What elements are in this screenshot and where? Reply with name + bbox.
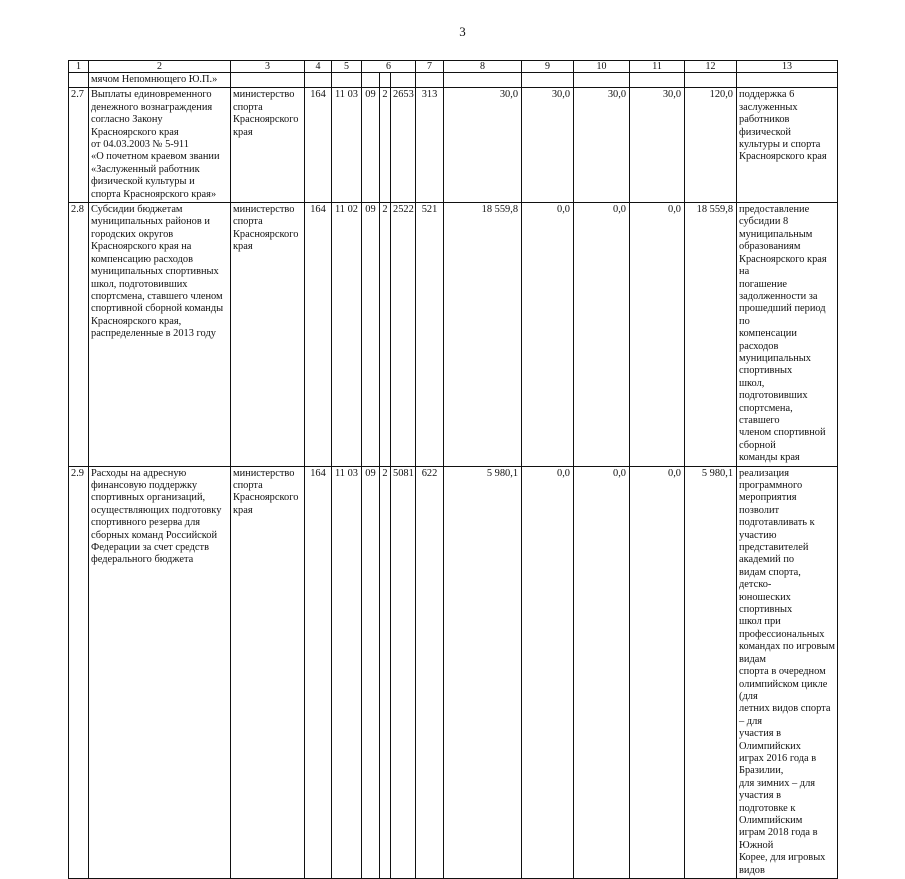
cell-c6b: 2: [380, 203, 391, 467]
measure-name: Субсидии бюджетам муниципальных районов и городских округов Красноярского края на компенсацию расходов муниципальных спортивных школ, подготовивших спортсмена, ставшего членом спортивной сборной команды Красноярского края, распределенные в 2013 году: [89, 203, 231, 467]
cell-c6c: 5081: [391, 466, 416, 878]
cell-c4: 164: [305, 88, 332, 203]
cell-c12: 120,0: [685, 88, 737, 203]
header-cell: 1: [69, 61, 89, 73]
row-number: 2.7: [69, 88, 89, 203]
cell-c4: 164: [305, 466, 332, 878]
cell-c5: 11 02: [332, 203, 362, 467]
cell-c5: 11 03: [332, 466, 362, 878]
cell-c10: 30,0: [574, 88, 630, 203]
continuation-row: [69, 73, 838, 88]
cell-c10: 0,0: [574, 203, 630, 467]
cell-c12: 5 980,1: [685, 466, 737, 878]
header-cell: 9: [522, 61, 574, 73]
header-cell: 2: [89, 61, 231, 73]
cell-c6a: 09: [362, 203, 380, 467]
cell-c8: 18 559,8: [444, 203, 522, 467]
cell-c12: 18 559,8: [685, 203, 737, 467]
cell-c6b: 2: [380, 88, 391, 203]
page-number: 3: [459, 24, 466, 39]
organization: министерство спорта Красноярского края: [231, 88, 305, 203]
measure-name: Выплаты единовременного денежного вознаграждения согласно Закону Красноярского края от 04.03.2003 № 5-911 «О почетном краевом звании «Заслуженный работник физической культуры и спорта Красноярского края»: [89, 88, 231, 203]
cell-c9: 0,0: [522, 466, 574, 878]
header-cell: 11: [630, 61, 685, 73]
cell-c6c: 2653: [391, 88, 416, 203]
header-cell: 5: [332, 61, 362, 73]
expected-result: предоставление субсидии 8 муниципальным образованиям Красноярского края на погашение задолженности за прошедший период по компенсации расходов муниципальных спортивных школ, подготовивших спортсмена, ставшего членом спортивной сборной команды края: [737, 203, 838, 467]
table-row: [69, 203, 838, 467]
cell-c8: 5 980,1: [444, 466, 522, 878]
cell-c10: 0,0: [574, 466, 630, 878]
expected-result: реализация программного мероприятия позволит подготавливать к участию представителей академий по видам спорта, детско- юношеских спортивных школ при профессиональных командах по игровым видам спорта в очередном олимпийском цикле (для летних видов спорта – для участия в Олимпийских играх 2016 года в Бразилии, для зимних – для участия в подготовке к Олимпийским играм 2018 года в Южной Корее, для игровых видов: [737, 466, 838, 878]
row-number: 2.9: [69, 466, 89, 878]
organization: министерство спорта Красноярского края: [231, 466, 305, 878]
expected-result: поддержка 6 заслуженных работников физической культуры и спорта Красноярского края: [737, 88, 838, 203]
table-row: [69, 88, 838, 203]
header-cell: 6: [362, 61, 416, 73]
cell-c7: 622: [416, 466, 444, 878]
cell-c6b: 2: [380, 466, 391, 878]
cell-c11: 0,0: [630, 203, 685, 467]
continuation-text: мячом Непомнющего Ю.П.»: [89, 73, 231, 88]
header-cell: 3: [231, 61, 305, 73]
row-number: 2.8: [69, 203, 89, 467]
cell-c11: 0,0: [630, 466, 685, 878]
cell-c6c: 2522: [391, 203, 416, 467]
header-cell: 10: [574, 61, 630, 73]
cell-c7: 521: [416, 203, 444, 467]
table-row: [69, 466, 838, 878]
cell-c5: 11 03: [332, 88, 362, 203]
header-cell: 8: [444, 61, 522, 73]
organization: министерство спорта Красноярского края: [231, 203, 305, 467]
cell-c7: 313: [416, 88, 444, 203]
header-cell: 7: [416, 61, 444, 73]
measure-name: Расходы на адресную финансовую поддержку спортивных организаций, осуществляющих подготовку спортивного резерва для сборных команд Российской Федерации за счет средств федерального бюджета: [89, 466, 231, 878]
cell-c9: 0,0: [522, 203, 574, 467]
header-cell: 13: [737, 61, 838, 73]
cell-c8: 30,0: [444, 88, 522, 203]
header-cell: 4: [305, 61, 332, 73]
budget-table: [68, 60, 838, 879]
cell-c4: 164: [305, 203, 332, 467]
cell-c11: 30,0: [630, 88, 685, 203]
header-row: [69, 61, 838, 73]
cell-c6a: 09: [362, 88, 380, 203]
cell-c6a: 09: [362, 466, 380, 878]
cell-c9: 30,0: [522, 88, 574, 203]
header-cell: 12: [685, 61, 737, 73]
